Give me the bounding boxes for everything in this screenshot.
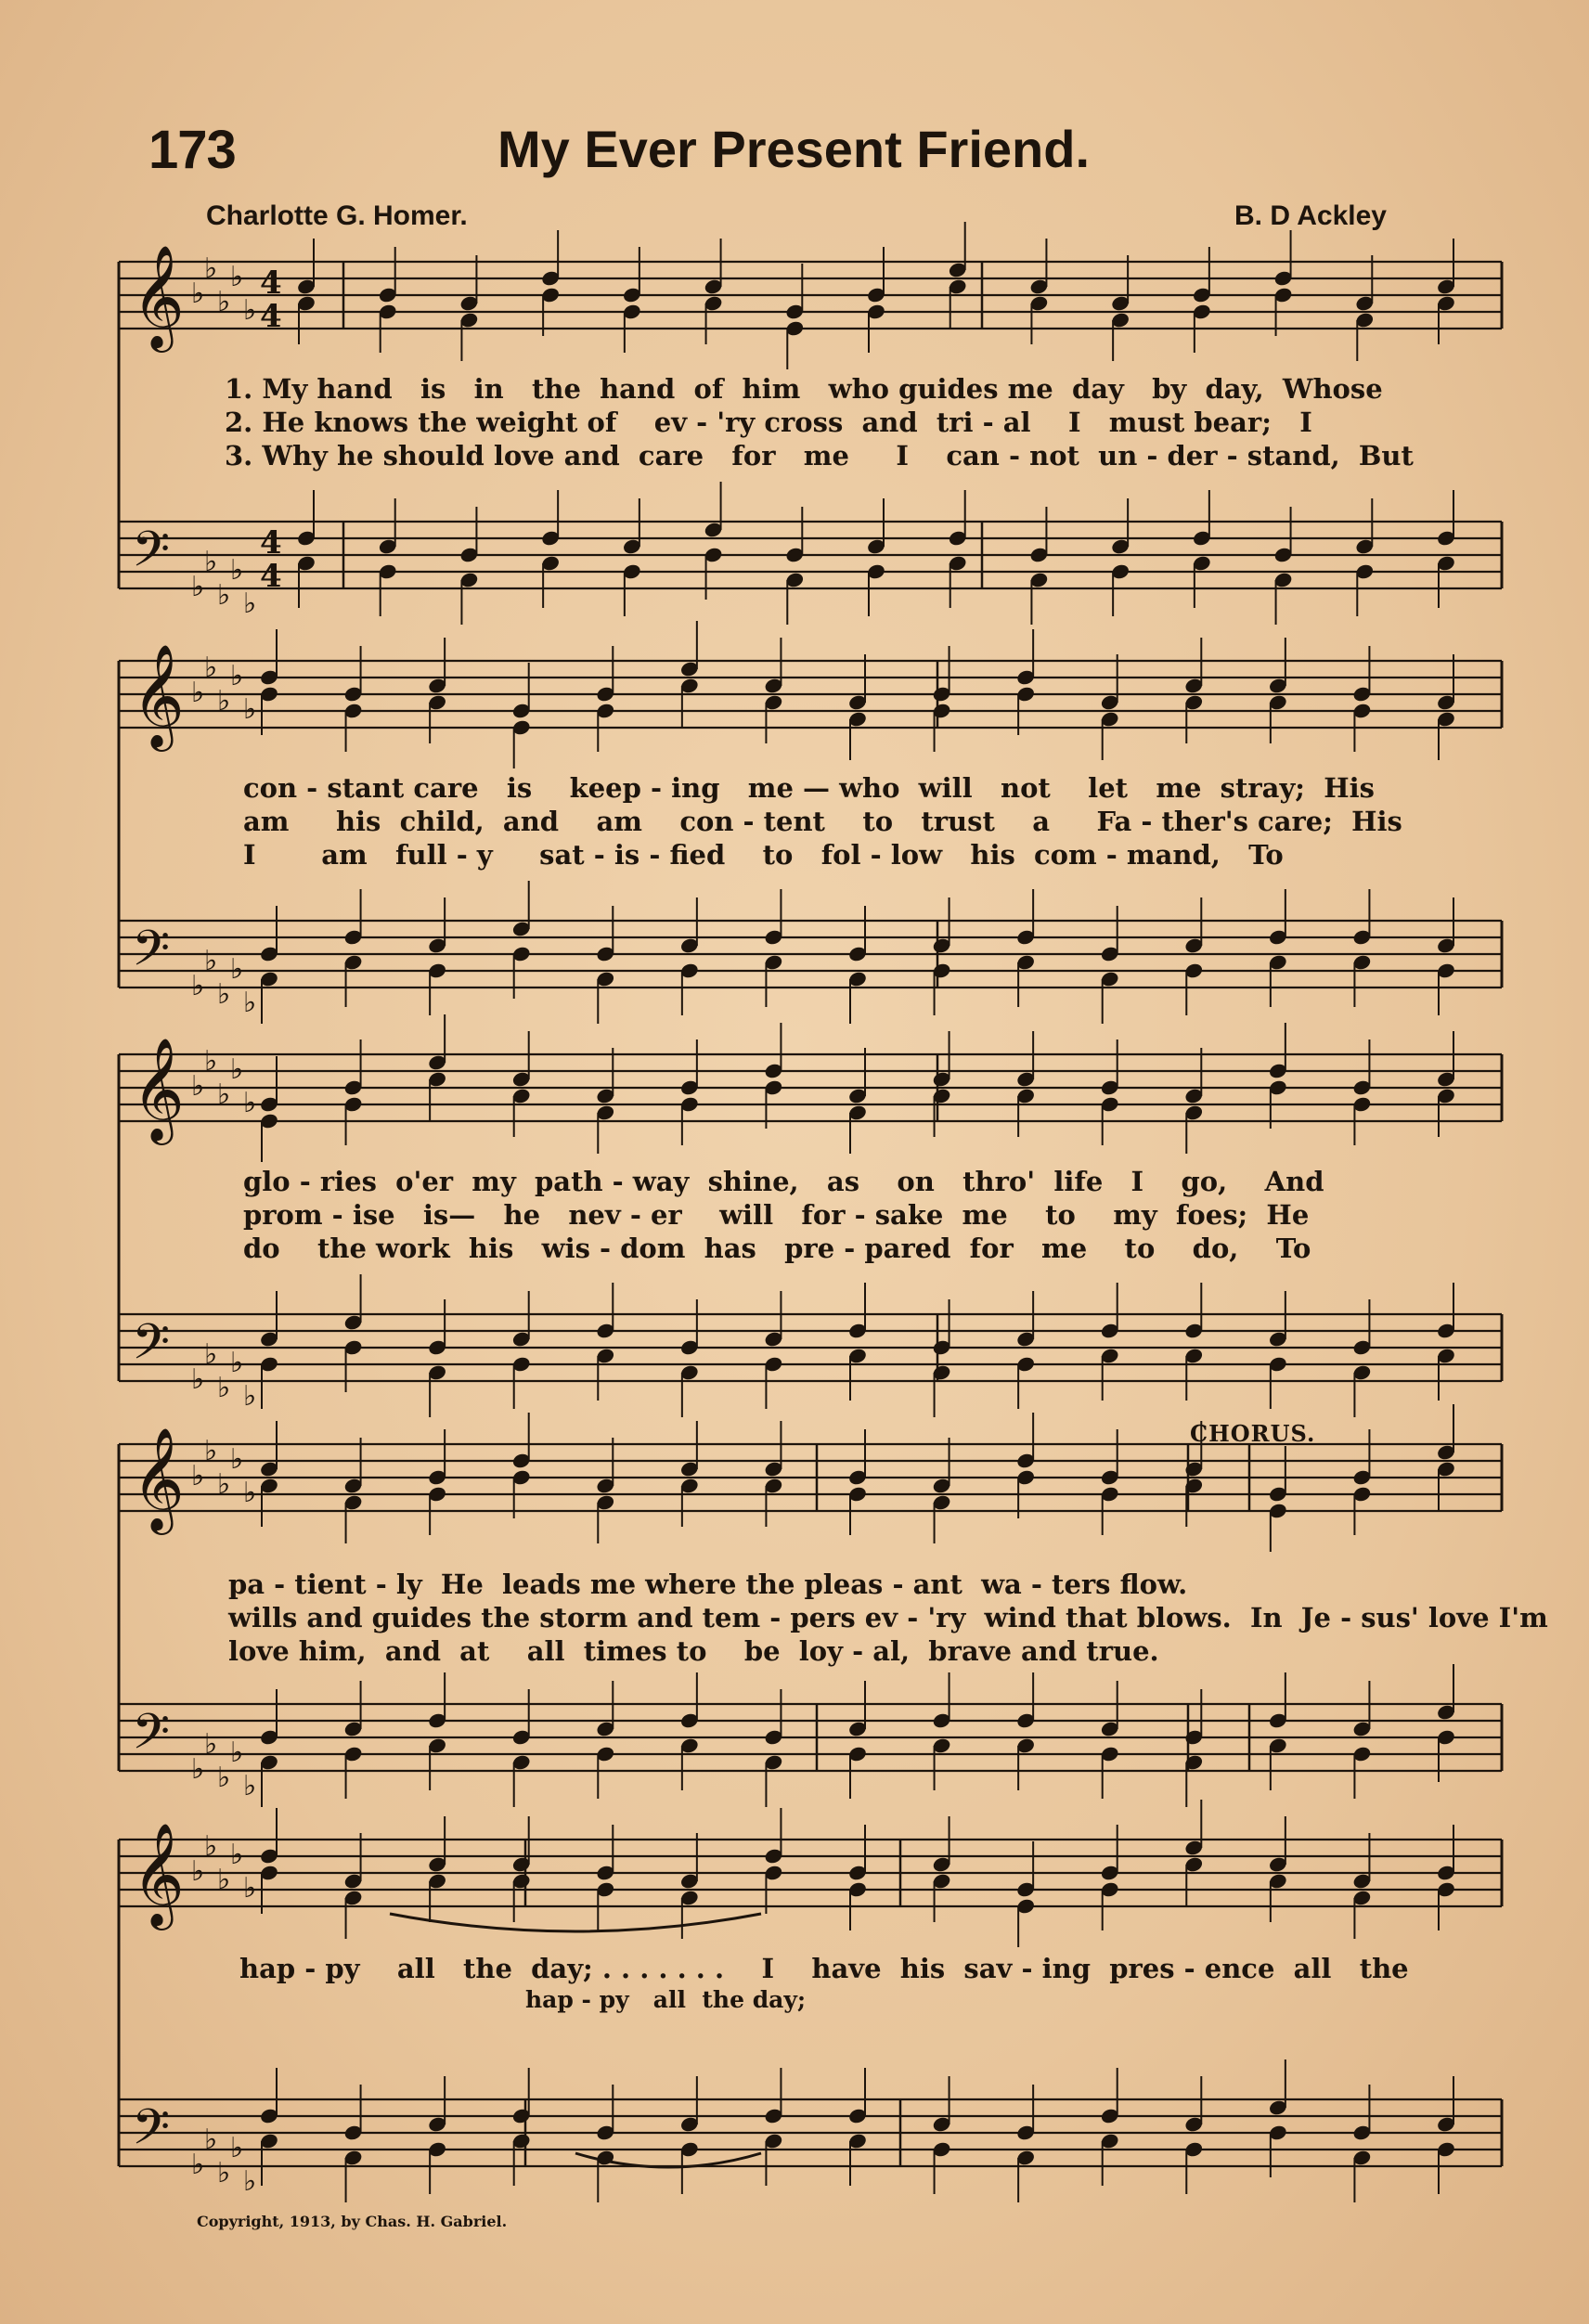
flat-icon-s1-t-3: ♭ xyxy=(217,286,231,318)
flat-icon-s5-t-4: ♭ xyxy=(230,1839,244,1871)
tie-arc-s5 xyxy=(390,1914,761,1931)
flat-icon-s5-t-5: ♭ xyxy=(243,1872,257,1904)
flat-icon-s3-t-3: ♭ xyxy=(217,1078,231,1111)
flat-icon-s3-t-4: ♭ xyxy=(230,1053,244,1086)
flat-icon-s2-t-5: ♭ xyxy=(243,693,257,726)
flat-icon-s3-b-1: ♭ xyxy=(191,1363,205,1396)
flat-icon-s4-t-3: ♭ xyxy=(217,1468,231,1501)
flat-icon-s3-t-1: ♭ xyxy=(191,1070,205,1103)
flat-icon-s3-b-5: ♭ xyxy=(243,1380,257,1413)
treble-clef-icon-s1: 𝄞 xyxy=(132,244,185,348)
lyricist-credit: Charlotte G. Homer. xyxy=(206,200,468,231)
flat-icon-s2-t-4: ♭ xyxy=(230,660,244,692)
bass-clef-icon-s3: 𝄢 xyxy=(132,1314,171,1383)
lyric-line-s5-main: hap - py all the day; . . . . . . . I have his sav - ing pres - ence all the xyxy=(239,1953,1409,1984)
treble-clef-icon-s5: 𝄞 xyxy=(132,1822,185,1926)
flat-icon-s5-t-3: ♭ xyxy=(217,1864,231,1896)
flat-icon-s2-b-4: ♭ xyxy=(230,953,244,986)
bass-clef-icon-s1: 𝄢 xyxy=(132,522,171,590)
flat-icon-s5-b-5: ♭ xyxy=(243,2165,257,2198)
flat-icon-s1-t-4: ♭ xyxy=(230,261,244,293)
time-sig-top-treble: 4 xyxy=(260,265,282,302)
flat-icon-s4-b-1: ♭ xyxy=(191,1753,205,1786)
flat-icon-s1-b-1: ♭ xyxy=(191,571,205,603)
flat-icon-s3-b-3: ♭ xyxy=(217,1372,231,1404)
lyric-line-s1-v3: 3. Why he should love and care for me I can - not un - der - stand, But xyxy=(225,440,1414,471)
flat-icon-s5-t-2: ♭ xyxy=(204,1830,218,1863)
flat-icon-s5-b-4: ♭ xyxy=(230,2132,244,2164)
flat-icon-s2-b-2: ♭ xyxy=(204,945,218,977)
flat-icon-s1-b-3: ♭ xyxy=(217,579,231,612)
flat-icon-s5-b-1: ♭ xyxy=(191,2149,205,2181)
flat-icon-s1-b-4: ♭ xyxy=(230,554,244,587)
lyric-line-s3-v1: glo - ries o'er my path - way shine, as on thro' life I go, And xyxy=(243,1166,1324,1197)
bass-clef-icon-s2: 𝄢 xyxy=(132,921,171,989)
flat-icon-s1-b-2: ♭ xyxy=(204,546,218,578)
lyric-line-s3-v3: do the work his wis - dom has pre - pared for me to do, To xyxy=(243,1233,1311,1264)
composer-credit: B. D Ackley xyxy=(1234,200,1387,231)
flat-icon-s5-t-1: ♭ xyxy=(191,1855,205,1888)
flat-icon-s2-t-2: ♭ xyxy=(204,652,218,684)
flat-icon-s3-t-5: ♭ xyxy=(243,1087,257,1119)
flat-icon-s1-b-5: ♭ xyxy=(243,587,257,620)
flat-icon-s3-t-2: ♭ xyxy=(204,1045,218,1078)
lyric-line-s4-v3: love him, and at all times to be loy - al, brave and true. xyxy=(228,1635,1159,1667)
hymn-title: My Ever Present Friend. xyxy=(497,120,1091,178)
flat-icon-s5-b-3: ♭ xyxy=(217,2157,231,2189)
lyric-line-s2-v1: con - stant care is keep - ing me — who will not let me stray; His xyxy=(243,772,1375,804)
flat-icon-s3-b-2: ♭ xyxy=(204,1338,218,1371)
lyric-line-s2-v2: am his child, and am con - tent to trust a Fa - ther's care; His xyxy=(243,806,1402,837)
chorus-label: CHORUS. xyxy=(1190,1420,1316,1447)
hymn-number: 173 xyxy=(149,120,236,180)
time-sig-bottom-bass: 4 xyxy=(260,558,282,595)
flat-icon-s5-b-2: ♭ xyxy=(204,2124,218,2156)
flat-icon-s4-b-3: ♭ xyxy=(217,1762,231,1794)
flat-icon-s1-t-5: ♭ xyxy=(243,294,257,327)
flat-icon-s1-t-1: ♭ xyxy=(191,278,205,310)
lyric-line-s1-v2: 2. He knows the weight of ev - 'ry cross and tri - al I must bear; I xyxy=(225,407,1312,438)
lyric-line-s1-v1: 1. My hand is in the hand of him who guides me day by day, Whose xyxy=(225,373,1383,405)
flat-icon-s4-t-2: ♭ xyxy=(204,1435,218,1467)
time-sig-top-bass: 4 xyxy=(260,524,282,562)
flat-icon-s4-t-4: ♭ xyxy=(230,1443,244,1476)
treble-clef-icon-s3: 𝄞 xyxy=(132,1037,185,1141)
lyric-line-s5-alto: hap - py all the day; xyxy=(525,1986,807,2013)
flat-icon-s2-b-5: ♭ xyxy=(243,987,257,1019)
flat-icon-s4-b-5: ♭ xyxy=(243,1770,257,1802)
time-sig-bottom-treble: 4 xyxy=(260,298,282,335)
flat-icon-s4-t-1: ♭ xyxy=(191,1460,205,1492)
flat-icon-s2-b-3: ♭ xyxy=(217,978,231,1011)
bass-clef-icon-s4: 𝄢 xyxy=(132,1704,171,1773)
flat-icon-s3-b-4: ♭ xyxy=(230,1347,244,1379)
flat-icon-s1-t-2: ♭ xyxy=(204,252,218,285)
lyric-line-s4-v2: wills and guides the storm and tem - pers ev - 'ry wind that blows. In Je - sus' love I'm xyxy=(228,1602,1548,1633)
copyright-notice: Copyright, 1913, by Chas. H. Gabriel. xyxy=(197,2213,508,2230)
flat-icon-s2-b-1: ♭ xyxy=(191,970,205,1002)
flat-icon-s2-t-3: ♭ xyxy=(217,685,231,717)
treble-clef-icon-s4: 𝄞 xyxy=(132,1427,185,1530)
bass-clef-icon-s5: 𝄢 xyxy=(132,2099,171,2168)
lyric-line-s3-v2: prom - ise is— he nev - er will for - sake me to my foes; He xyxy=(243,1199,1310,1231)
flat-icon-s4-t-5: ♭ xyxy=(243,1477,257,1509)
lyric-line-s2-v3: I am full - y sat - is - fied to fol - low his com - mand, To xyxy=(243,839,1284,871)
lyric-line-s4-v1: pa - tient - ly He leads me where the pleas - ant wa - ters flow. xyxy=(228,1569,1188,1600)
flat-icon-s2-t-1: ♭ xyxy=(191,677,205,709)
flat-icon-s4-b-4: ♭ xyxy=(230,1737,244,1769)
treble-clef-icon-s2: 𝄞 xyxy=(132,643,185,747)
flat-icon-s4-b-2: ♭ xyxy=(204,1728,218,1761)
